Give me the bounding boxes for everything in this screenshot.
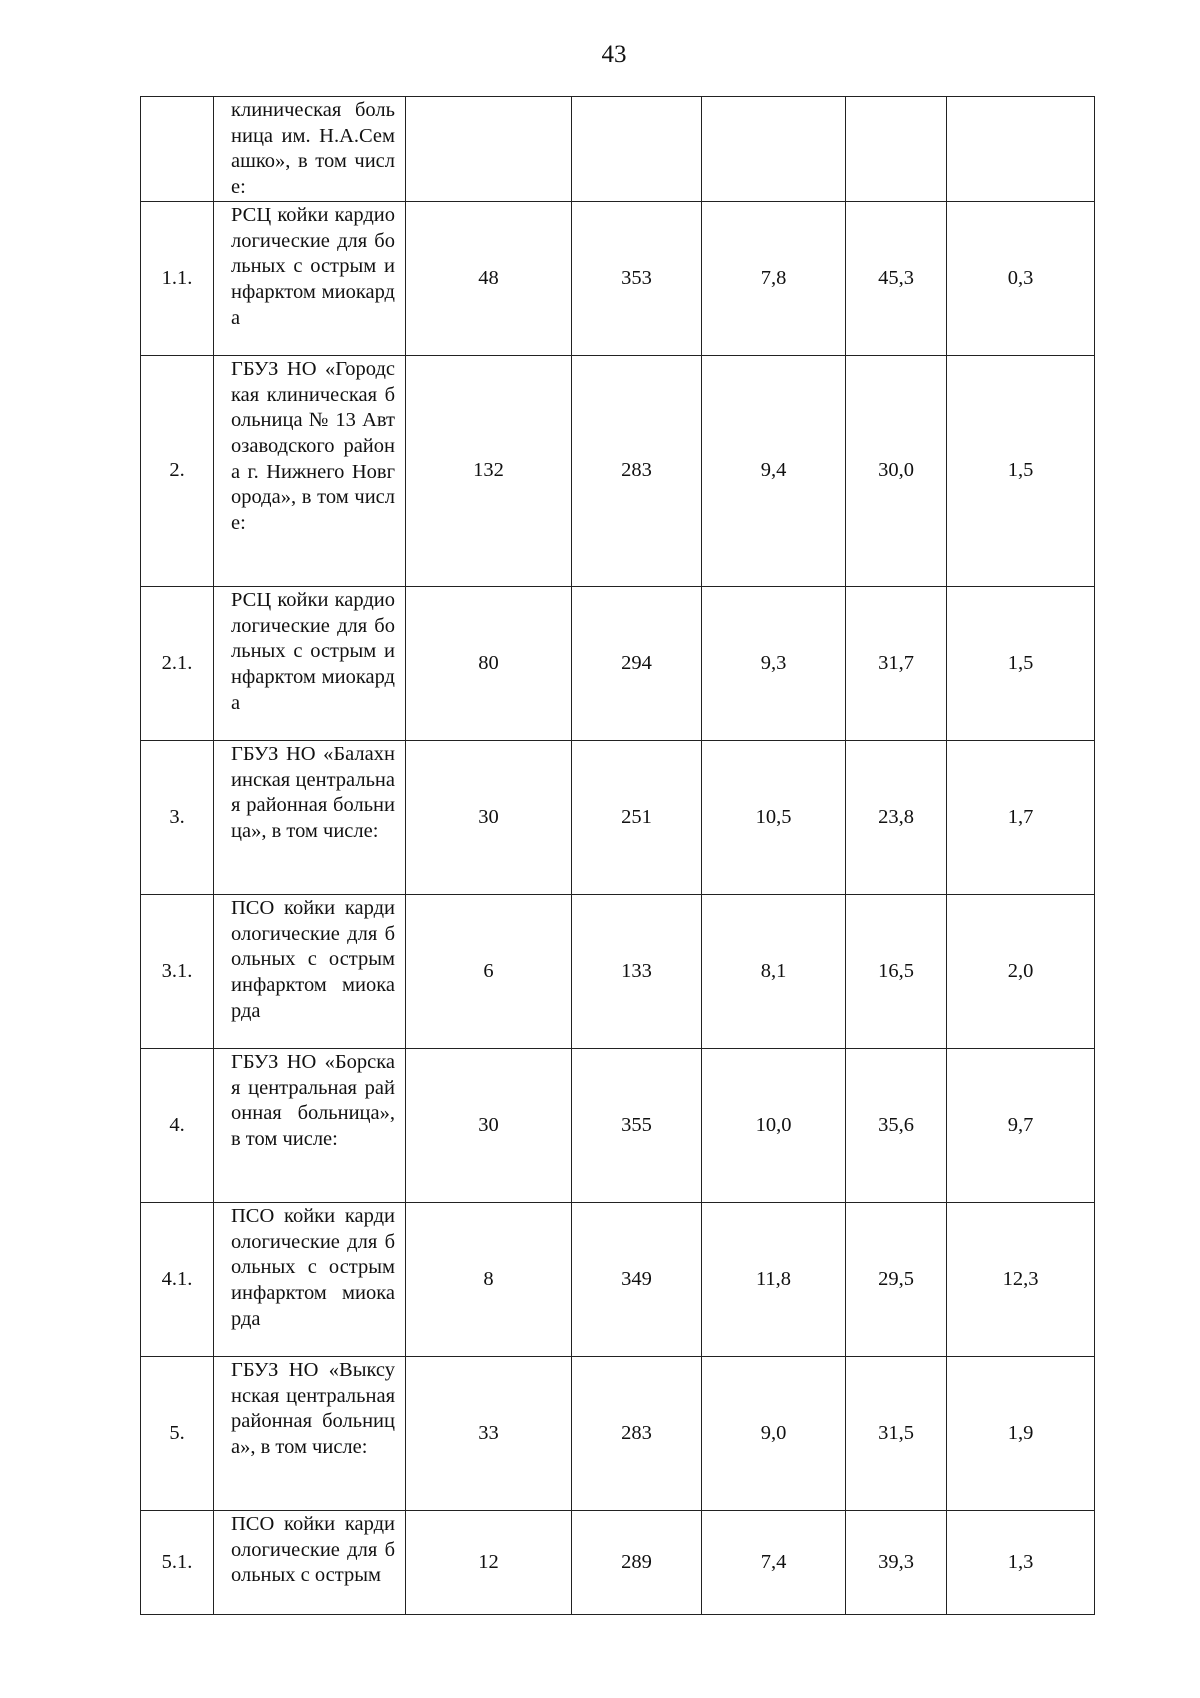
- row-number: 4.: [141, 1048, 214, 1202]
- average-stay: 9,0: [702, 1356, 846, 1510]
- table-row: [141, 355, 1095, 586]
- row-number: 5.: [141, 1356, 214, 1510]
- bed-turnover: 23,8: [846, 740, 947, 894]
- table-row: [141, 201, 1095, 355]
- bed-turnover: 39,3: [846, 1510, 947, 1614]
- hospital-name: ГБУЗ НО «Борская центральная районная больница», в том числе:: [214, 1048, 406, 1202]
- page-number: 43: [601, 41, 627, 68]
- hospital-name: ПСО койки кардиологические для больных с острым инфарктом миокарда: [214, 894, 406, 1048]
- beds-count: 30: [406, 1048, 572, 1202]
- average-stay: 10,0: [702, 1048, 846, 1202]
- table-row: [141, 1202, 1095, 1356]
- bed-work-days: 289: [572, 1510, 702, 1614]
- row-number: [141, 97, 214, 202]
- row-number: 4.1.: [141, 1202, 214, 1356]
- row-number: 3.: [141, 740, 214, 894]
- bed-turnover: 29,5: [846, 1202, 947, 1356]
- mortality-rate: 1,9: [947, 1356, 1095, 1510]
- bed-work-days: 294: [572, 586, 702, 740]
- hospital-name: ГБУЗ НО «Выксунская центральная районная больница», в том числе:: [214, 1356, 406, 1510]
- average-stay: 9,3: [702, 586, 846, 740]
- average-stay: 7,8: [702, 201, 846, 355]
- hospital-name: ГБУЗ НО «Балахнинская центральная районная больница», в том числе:: [214, 740, 406, 894]
- bed-turnover: 30,0: [846, 355, 947, 586]
- mortality-rate: 2,0: [947, 894, 1095, 1048]
- table-row: [141, 894, 1095, 1048]
- bed-turnover: 16,5: [846, 894, 947, 1048]
- average-stay: 10,5: [702, 740, 846, 894]
- bed-work-days: 283: [572, 355, 702, 586]
- bed-work-days: [572, 97, 702, 202]
- bed-work-days: 251: [572, 740, 702, 894]
- average-stay: [702, 97, 846, 202]
- bed-work-days: 133: [572, 894, 702, 1048]
- table-row: [141, 740, 1095, 894]
- bed-work-days: 349: [572, 1202, 702, 1356]
- mortality-rate: 1,5: [947, 586, 1095, 740]
- beds-count: 48: [406, 201, 572, 355]
- mortality-rate: 12,3: [947, 1202, 1095, 1356]
- mortality-rate: 9,7: [947, 1048, 1095, 1202]
- hospital-name: ПСО койки кардиологические для больных с острым инфарктом миокарда: [214, 1202, 406, 1356]
- bed-turnover: 35,6: [846, 1048, 947, 1202]
- beds-count: 8: [406, 1202, 572, 1356]
- row-number: 1.1.: [141, 201, 214, 355]
- hospital-name: ГБУЗ НО «Городская клиническая больница № 13 Автозаводского района г. Нижнего Новгорода», в том числе:: [214, 355, 406, 586]
- hospital-name: РСЦ койки кардиологические для больных с острым инфарктом миокарда: [214, 586, 406, 740]
- table-row: [141, 1510, 1095, 1614]
- bed-work-days: 353: [572, 201, 702, 355]
- beds-count: 80: [406, 586, 572, 740]
- beds-count: 132: [406, 355, 572, 586]
- bed-turnover: 31,5: [846, 1356, 947, 1510]
- average-stay: 7,4: [702, 1510, 846, 1614]
- beds-count: 30: [406, 740, 572, 894]
- table-row: [141, 1048, 1095, 1202]
- row-number: 2.: [141, 355, 214, 586]
- bed-work-days: 355: [572, 1048, 702, 1202]
- bed-turnover: 45,3: [846, 201, 947, 355]
- hospital-beds-table: [140, 96, 1095, 1615]
- row-number: 3.1.: [141, 894, 214, 1048]
- table-row: [141, 586, 1095, 740]
- beds-count: 6: [406, 894, 572, 1048]
- bed-turnover: [846, 97, 947, 202]
- mortality-rate: 0,3: [947, 201, 1095, 355]
- hospital-name: ПСО койки кардиологические для больных с острым: [214, 1510, 406, 1614]
- row-number: 2.1.: [141, 586, 214, 740]
- table-row: [141, 97, 1095, 202]
- row-number: 5.1.: [141, 1510, 214, 1614]
- average-stay: 11,8: [702, 1202, 846, 1356]
- beds-count: 12: [406, 1510, 572, 1614]
- hospital-name: РСЦ койки кардиологические для больных с острым инфарктом миокарда: [214, 201, 406, 355]
- average-stay: 8,1: [702, 894, 846, 1048]
- bed-work-days: 283: [572, 1356, 702, 1510]
- table-row: [141, 1356, 1095, 1510]
- hospital-name: клиническая больница им. Н.А.Семашко», в том числе:: [214, 97, 406, 202]
- mortality-rate: 1,3: [947, 1510, 1095, 1614]
- beds-count: [406, 97, 572, 202]
- bed-turnover: 31,7: [846, 586, 947, 740]
- beds-count: 33: [406, 1356, 572, 1510]
- average-stay: 9,4: [702, 355, 846, 586]
- mortality-rate: 1,5: [947, 355, 1095, 586]
- mortality-rate: 1,7: [947, 740, 1095, 894]
- mortality-rate: [947, 97, 1095, 202]
